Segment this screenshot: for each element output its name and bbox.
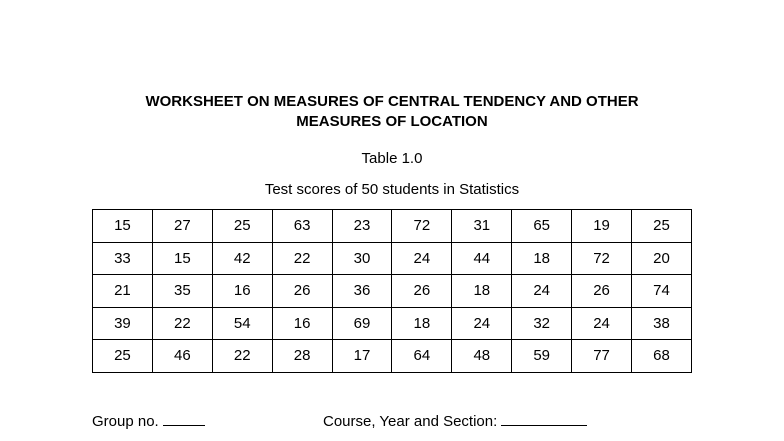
- score-cell: 48: [452, 340, 512, 373]
- score-cell: 20: [632, 242, 692, 275]
- score-cell: 15: [152, 242, 212, 275]
- table-row: [93, 210, 692, 243]
- score-cell: 25: [93, 340, 153, 373]
- score-cell: 77: [572, 340, 632, 373]
- score-cell: 28: [272, 340, 332, 373]
- score-cell: 19: [572, 210, 632, 243]
- score-cell: 26: [572, 275, 632, 308]
- worksheet-title-line-1: WORKSHEET ON MEASURES OF CENTRAL TENDENCY AND OTHER: [145, 93, 639, 110]
- score-cell: 59: [512, 340, 572, 373]
- table-label: Table 1.0: [361, 150, 423, 167]
- score-cell: 39: [93, 307, 153, 340]
- score-cell: 26: [392, 275, 452, 308]
- scores-table-body: [93, 210, 692, 373]
- score-cell: 68: [632, 340, 692, 373]
- score-cell: 23: [332, 210, 392, 243]
- score-cell: 18: [452, 275, 512, 308]
- score-cell: 69: [332, 307, 392, 340]
- scores-table: [92, 209, 692, 373]
- score-cell: 24: [452, 307, 512, 340]
- score-cell: 46: [152, 340, 212, 373]
- score-cell: 72: [572, 242, 632, 275]
- table-row: [93, 242, 692, 275]
- score-cell: 25: [632, 210, 692, 243]
- group-number-field: [92, 411, 205, 431]
- score-cell: 54: [212, 307, 272, 340]
- score-cell: 72: [392, 210, 452, 243]
- score-cell: 30: [332, 242, 392, 275]
- score-cell: 22: [272, 242, 332, 275]
- score-cell: 25: [212, 210, 272, 243]
- score-cell: 24: [572, 307, 632, 340]
- table-description: Test scores of 50 students in Statistics: [264, 181, 520, 198]
- score-cell: 32: [512, 307, 572, 340]
- course-year-section-field: [323, 411, 587, 431]
- score-cell: 24: [392, 242, 452, 275]
- table-row: [93, 340, 692, 373]
- score-cell: 65: [512, 210, 572, 243]
- table-row: [93, 275, 692, 308]
- group-number-blank: [163, 411, 205, 426]
- worksheet-title: [0, 92, 784, 132]
- score-cell: 64: [392, 340, 452, 373]
- score-cell: 27: [152, 210, 212, 243]
- score-cell: 22: [152, 307, 212, 340]
- score-cell: 35: [152, 275, 212, 308]
- score-cell: 15: [93, 210, 153, 243]
- score-cell: 18: [392, 307, 452, 340]
- score-cell: 21: [93, 275, 153, 308]
- score-cell: 31: [452, 210, 512, 243]
- score-cell: 22: [212, 340, 272, 373]
- score-cell: 24: [512, 275, 572, 308]
- score-cell: 17: [332, 340, 392, 373]
- course-year-section-label: Course, Year and Section:: [323, 413, 498, 430]
- score-cell: 16: [212, 275, 272, 308]
- group-number-label: Group no.: [92, 413, 159, 430]
- course-year-section-blank: [501, 411, 587, 426]
- table-row: [93, 307, 692, 340]
- worksheet-title-line-2: MEASURES OF LOCATION: [296, 113, 488, 130]
- score-cell: 33: [93, 242, 153, 275]
- score-cell: 74: [632, 275, 692, 308]
- score-cell: 63: [272, 210, 332, 243]
- score-cell: 36: [332, 275, 392, 308]
- score-cell: 18: [512, 242, 572, 275]
- score-cell: 26: [272, 275, 332, 308]
- score-cell: 44: [452, 242, 512, 275]
- score-cell: 42: [212, 242, 272, 275]
- score-cell: 16: [272, 307, 332, 340]
- score-cell: 38: [632, 307, 692, 340]
